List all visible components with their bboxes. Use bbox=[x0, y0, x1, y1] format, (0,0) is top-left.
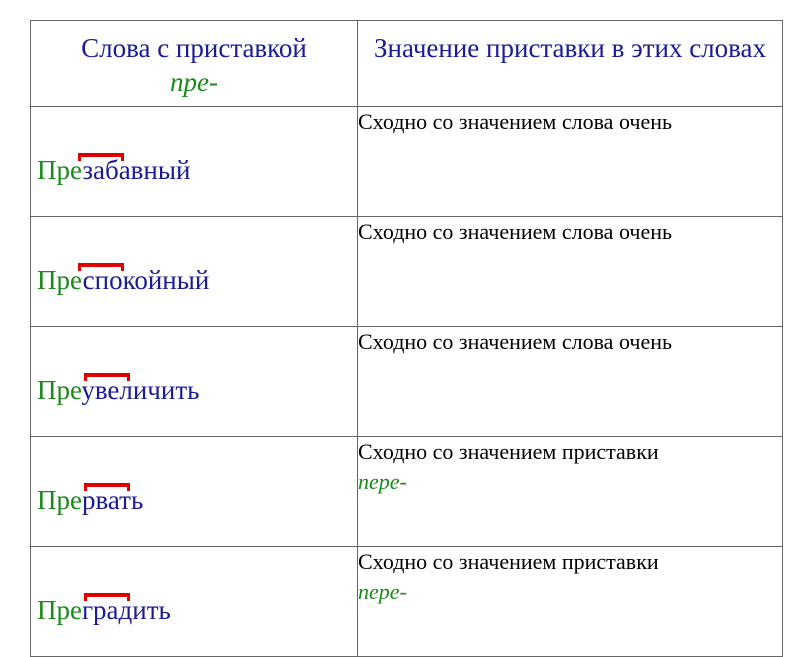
meaning-text: Сходно со значением приставки bbox=[358, 439, 659, 464]
meaning-prefix: пере- bbox=[358, 469, 407, 494]
word-prefix: Пре bbox=[37, 485, 82, 515]
header-prefix-label: пре- bbox=[170, 67, 218, 97]
word-prefix: Пре bbox=[37, 375, 82, 405]
header-meaning-label: Значение приставки в этих словах bbox=[373, 33, 767, 63]
table-row bbox=[31, 327, 783, 437]
table-row bbox=[31, 437, 783, 547]
word-cell bbox=[31, 217, 358, 327]
meaning-text: Сходно со значением слова очень bbox=[358, 109, 673, 134]
word-cell bbox=[31, 437, 358, 547]
prefix-mark bbox=[84, 483, 130, 491]
prefix-mark bbox=[84, 593, 130, 601]
word-rest: градить bbox=[81, 595, 171, 625]
word-cell bbox=[31, 327, 358, 437]
meaning-prefix: пере- bbox=[358, 579, 407, 604]
word-prefix: Пре bbox=[37, 595, 82, 625]
header-row bbox=[31, 21, 783, 107]
header-words-label: Слова с приставкой bbox=[81, 33, 307, 63]
word-rest: забавный bbox=[82, 155, 191, 185]
word-rest: спокойный bbox=[82, 265, 210, 295]
word-rest: рвать bbox=[81, 485, 144, 515]
word-prefix: Пре bbox=[37, 155, 83, 185]
prefix-mark bbox=[84, 373, 130, 381]
meaning-cell bbox=[358, 547, 783, 657]
meaning-cell bbox=[358, 217, 783, 327]
word-prefix: Пре bbox=[37, 265, 83, 295]
meaning-text: Сходно со значением слова очень bbox=[358, 219, 673, 244]
word-cell bbox=[31, 107, 358, 217]
table-row bbox=[31, 217, 783, 327]
prefix-mark bbox=[78, 263, 124, 271]
meaning-text: Сходно со значением слова очень bbox=[358, 329, 673, 354]
table-row bbox=[31, 547, 783, 657]
meaning-cell bbox=[358, 327, 783, 437]
word-rest: увеличить bbox=[81, 375, 200, 405]
word-cell bbox=[31, 547, 358, 657]
header-words-cell bbox=[31, 21, 358, 107]
meaning-cell bbox=[358, 437, 783, 547]
prefix-table bbox=[30, 20, 783, 657]
prefix-mark bbox=[78, 153, 124, 161]
meaning-text: Сходно со значением приставки bbox=[358, 549, 659, 574]
header-meaning-cell bbox=[358, 21, 783, 107]
meaning-cell bbox=[358, 107, 783, 217]
table-row bbox=[31, 107, 783, 217]
